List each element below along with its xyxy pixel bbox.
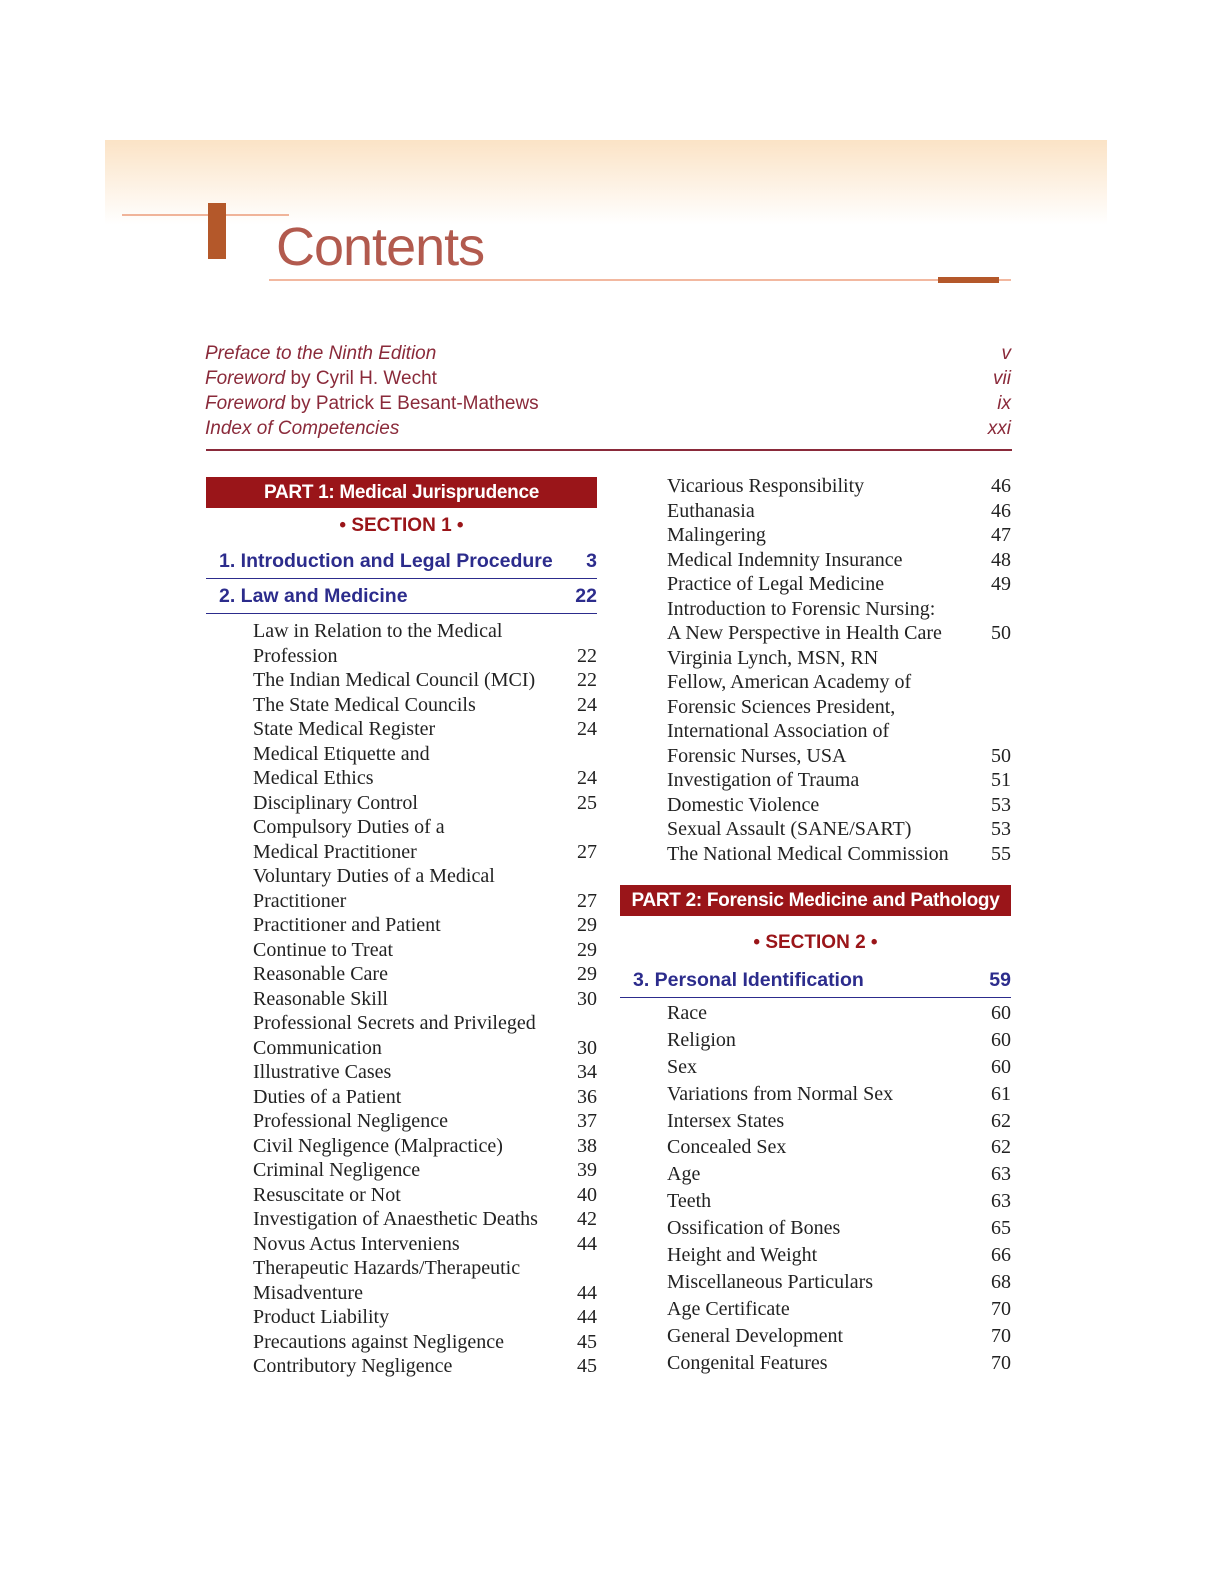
- entry-line: Medical Indemnity Insurance: [667, 548, 903, 571]
- toc-entry: [667, 1242, 1011, 1269]
- page-number: ix: [997, 393, 1011, 414]
- toc-entry: [667, 1108, 1011, 1135]
- entry-title: [253, 1232, 460, 1257]
- toc-entry: [667, 1000, 1011, 1027]
- header-accent-bar: [208, 203, 226, 259]
- entry-line: The National Medical Commission: [667, 842, 949, 865]
- toc-entry: [253, 962, 597, 987]
- page-number: 38: [577, 1134, 597, 1157]
- page-number: 34: [577, 1061, 597, 1083]
- page-number: 51: [991, 769, 1011, 791]
- toc-entry: [253, 913, 597, 938]
- page-number: 44: [577, 1232, 597, 1255]
- entry-title: [253, 1011, 536, 1060]
- page-number: 27: [577, 840, 597, 863]
- toc-entry: [667, 646, 1011, 769]
- toc-entry: [667, 499, 1011, 524]
- toc-entry: [667, 1027, 1011, 1054]
- entry-line: State Medical Register: [253, 718, 436, 740]
- toc-entry: [253, 1305, 597, 1330]
- entry-line: Race: [667, 1002, 707, 1024]
- page-number: 50: [991, 622, 1011, 644]
- entry-line: The Indian Medical Council (MCI): [253, 669, 536, 691]
- toc-entry: [253, 1183, 597, 1208]
- entry-line: Virginia Lynch, MSN, RN: [667, 646, 879, 669]
- entry-line: Precautions against Negligence: [253, 1330, 505, 1353]
- entry-line: Law in Relation to the Medical: [253, 620, 503, 642]
- page-number: 24: [577, 767, 597, 789]
- front-matter-title: [205, 343, 436, 368]
- toc-entry: [253, 717, 597, 742]
- entry-line: Age Certificate: [667, 1297, 790, 1320]
- toc-entry: [667, 842, 1011, 867]
- page-number: 60: [991, 1055, 1011, 1078]
- entry-line: Misadventure: [253, 1281, 363, 1304]
- toc-entry: [253, 1354, 597, 1379]
- entry-line: Professional Negligence: [253, 1110, 448, 1132]
- header-rule-left: [122, 214, 289, 216]
- entry-line: Civil Negligence (Malpractice): [253, 1134, 503, 1157]
- page-number: 44: [577, 1306, 597, 1328]
- entry-title: [667, 548, 902, 573]
- entry-title: [667, 1323, 843, 1350]
- part-2-banner: PART 2: Forensic Medicine and Pathology: [620, 885, 1011, 916]
- toc-entry: [667, 1081, 1011, 1108]
- entry-line: Vicarious Responsibility: [667, 475, 865, 497]
- toc-entry: [253, 1109, 597, 1134]
- entry-line: A New Perspective in Health Care: [667, 622, 942, 644]
- title-part: Preface to the Ninth Edition: [205, 343, 437, 364]
- page-number: 29: [577, 914, 597, 936]
- entry-line: Domestic Violence: [667, 793, 820, 816]
- toc-entry: [253, 1134, 597, 1159]
- entry-title: [667, 646, 911, 769]
- page-number: 63: [991, 1163, 1011, 1186]
- entry-line: Voluntary Duties of a Medical: [253, 865, 495, 887]
- entry-title: [667, 1215, 840, 1242]
- chapter-heading: [206, 579, 597, 614]
- entry-title: [253, 1134, 503, 1159]
- front-matter-title: [205, 418, 399, 443]
- entry-title: [253, 1354, 452, 1379]
- toc-entry: [253, 815, 597, 864]
- page-number: 45: [577, 1330, 597, 1353]
- page-number: 39: [577, 1159, 597, 1181]
- page-number: 65: [991, 1217, 1011, 1240]
- entry-title: [253, 1207, 538, 1232]
- page-number: 30: [577, 987, 597, 1010]
- entry-title: [253, 791, 418, 816]
- entry-title: [253, 1305, 389, 1330]
- toc-entry: [667, 1296, 1011, 1323]
- page-number: 44: [577, 1281, 597, 1304]
- page-number: 63: [991, 1190, 1011, 1213]
- entry-line: International Association of: [667, 720, 890, 742]
- entry-title: [667, 1296, 790, 1323]
- section-1-heading: • SECTION 1 •: [339, 515, 464, 536]
- page-number: 50: [991, 744, 1011, 767]
- toc-entry: [253, 619, 597, 668]
- entry-line: Medical Practitioner: [253, 840, 417, 863]
- toc-entry: [253, 1011, 597, 1060]
- page-number: 30: [577, 1036, 597, 1059]
- chapter-title: 3. Personal Identification: [633, 969, 864, 991]
- entry-title: [667, 1108, 784, 1135]
- chapter-heading: [620, 963, 1011, 998]
- page-number: 60: [991, 1002, 1011, 1024]
- toc-entry: [253, 987, 597, 1012]
- page-number: 55: [991, 842, 1011, 865]
- page-number: 29: [577, 963, 597, 985]
- section-2-heading: • SECTION 2 •: [753, 932, 878, 953]
- page-number: 68: [991, 1270, 1011, 1293]
- front-matter-title: [205, 393, 539, 418]
- toc-entry: [667, 768, 1011, 793]
- toc-entry: [667, 1188, 1011, 1215]
- toc-entry: [667, 474, 1011, 499]
- entry-line: Medical Ethics: [253, 767, 374, 789]
- entry-line: Reasonable Care: [253, 963, 388, 985]
- page-number: xxi: [987, 418, 1011, 439]
- page-number: vii: [993, 368, 1011, 389]
- page-number: 70: [991, 1324, 1011, 1347]
- entry-line: Religion: [667, 1028, 736, 1051]
- entry-title: [667, 768, 859, 793]
- page-number: 61: [991, 1082, 1011, 1105]
- toc-entry: [667, 793, 1011, 818]
- toc-entry: [667, 523, 1011, 548]
- front-matter-item: [205, 393, 1011, 418]
- entry-title: [253, 1085, 401, 1110]
- entry-title: [253, 717, 435, 742]
- page-number: 27: [577, 889, 597, 912]
- entry-title: [667, 597, 942, 646]
- page-number: 24: [577, 693, 597, 716]
- page-number: 22: [577, 669, 597, 691]
- entry-title: [253, 1158, 420, 1183]
- entry-title: [667, 1161, 700, 1188]
- entry-line: Compulsory Duties of a: [253, 816, 445, 838]
- entry-title: [667, 793, 819, 818]
- entry-line: Investigation of Anaesthetic Deaths: [253, 1208, 538, 1230]
- page-number: 42: [577, 1208, 597, 1230]
- entry-title: [667, 842, 949, 867]
- entry-line: Variations from Normal Sex: [667, 1082, 894, 1105]
- entry-line: Height and Weight: [667, 1244, 818, 1267]
- entry-line: Forensic Sciences President,: [667, 695, 896, 718]
- entry-line: Continue to Treat: [253, 938, 394, 961]
- entry-line: Introduction to Forensic Nursing:: [667, 597, 936, 620]
- toc-entry: [253, 864, 597, 913]
- toc-entry: [253, 938, 597, 963]
- title-part: by Patrick E Besant-Mathews: [285, 393, 539, 414]
- entry-title: [253, 987, 388, 1012]
- chapter-heading: [206, 544, 597, 579]
- entry-title: [667, 523, 766, 548]
- page-number: 66: [991, 1244, 1011, 1267]
- toc-entry: [253, 1158, 597, 1183]
- entry-line: Practitioner and Patient: [253, 914, 441, 936]
- toc-entry: [667, 1161, 1011, 1188]
- entry-title: [667, 1269, 873, 1296]
- entry-line: Illustrative Cases: [253, 1061, 392, 1083]
- title-part: Foreword: [205, 368, 286, 389]
- front-matter-title: [205, 368, 437, 393]
- toc-entry: [667, 1269, 1011, 1296]
- entry-line: Therapeutic Hazards/Therapeutic: [253, 1257, 521, 1279]
- toc-entry: [253, 791, 597, 816]
- entry-line: Reasonable Skill: [253, 987, 388, 1010]
- entry-line: Contributory Negligence: [253, 1355, 453, 1377]
- page-number: 29: [577, 938, 597, 961]
- entry-line: Communication: [253, 1036, 382, 1059]
- page-number: 47: [991, 524, 1011, 546]
- page-title: Contents: [276, 217, 485, 277]
- entry-line: General Development: [667, 1324, 844, 1347]
- front-matter-item: [205, 368, 1011, 393]
- toc-entry: [253, 1207, 597, 1232]
- page-number: 48: [991, 548, 1011, 571]
- part-1-banner: PART 1: Medical Jurisprudence: [206, 477, 597, 508]
- toc-entry: [667, 817, 1011, 842]
- entry-line: Concealed Sex: [667, 1136, 787, 1159]
- page-number: 62: [991, 1136, 1011, 1159]
- entry-line: Sexual Assault (SANE/SART): [667, 818, 912, 840]
- header-band: [105, 140, 1107, 225]
- entry-title: [253, 815, 445, 864]
- entry-title: [667, 1027, 736, 1054]
- page-number: 70: [991, 1351, 1011, 1374]
- entry-title: [253, 1109, 448, 1134]
- entry-line: Age: [667, 1163, 701, 1186]
- chapter-title: 1. Introduction and Legal Procedure: [219, 550, 553, 572]
- title-part: by Cyril H. Wecht: [285, 368, 437, 389]
- toc-entry: [253, 1256, 597, 1305]
- entry-line: Resuscitate or Not: [253, 1183, 401, 1206]
- toc-entry: [667, 1215, 1011, 1242]
- toc-entry: [667, 1054, 1011, 1081]
- entry-line: Investigation of Trauma: [667, 769, 860, 791]
- page-number: 70: [991, 1297, 1011, 1320]
- entry-line: Sex: [667, 1055, 697, 1078]
- page-number: v: [1001, 343, 1011, 364]
- chapter-page: 3: [586, 550, 597, 572]
- entry-title: [253, 1183, 401, 1208]
- page-number: 49: [991, 573, 1011, 595]
- entry-line: Euthanasia: [667, 499, 755, 522]
- entry-line: Malingering: [667, 524, 766, 546]
- toc-entry: [253, 668, 597, 693]
- entry-line: Forensic Nurses, USA: [667, 744, 847, 767]
- entry-title: [667, 499, 755, 524]
- entry-title: [667, 1242, 817, 1269]
- entry-line: Medical Etiquette and: [253, 742, 430, 765]
- entry-title: [667, 817, 911, 842]
- entry-line: Intersex States: [667, 1109, 785, 1132]
- page-number: 40: [577, 1183, 597, 1206]
- entry-title: [667, 1350, 828, 1377]
- entry-title: [667, 474, 864, 499]
- entry-title: [667, 1134, 786, 1161]
- page-number: 62: [991, 1109, 1011, 1132]
- page-number: 45: [577, 1355, 597, 1377]
- entry-title: [253, 962, 388, 987]
- chapter-title: 2. Law and Medicine: [219, 585, 408, 607]
- chapter-page: 59: [989, 969, 1011, 991]
- entry-title: [667, 1054, 697, 1081]
- title-underline-accent: [938, 277, 999, 283]
- entry-title: [667, 1000, 707, 1027]
- page-number: 46: [991, 475, 1011, 497]
- toc-entry: [667, 1134, 1011, 1161]
- right-column: [620, 474, 1011, 1376]
- toc-entry: [253, 742, 597, 791]
- entry-title: [667, 572, 884, 597]
- entry-title: [253, 1330, 504, 1355]
- toc-entry: [667, 1323, 1011, 1350]
- entry-line: Disciplinary Control: [253, 791, 418, 814]
- page-number: 46: [991, 499, 1011, 522]
- front-matter-rule: [206, 449, 1012, 451]
- entry-title: [253, 913, 441, 938]
- entry-line: The State Medical Councils: [253, 693, 476, 716]
- toc-entry: [253, 1085, 597, 1110]
- title-part: Foreword: [205, 393, 286, 414]
- entry-line: Professional Secrets and Privileged: [253, 1012, 536, 1034]
- entry-line: Criminal Negligence: [253, 1159, 421, 1181]
- entry-line: Teeth: [667, 1190, 712, 1213]
- front-matter-list: [205, 343, 1011, 443]
- toc-entry: [667, 597, 1011, 646]
- toc-entry: [667, 572, 1011, 597]
- page-number: 36: [577, 1085, 597, 1108]
- entry-line: Congenital Features: [667, 1351, 828, 1374]
- left-column: [206, 477, 597, 1379]
- entry-title: [667, 1188, 711, 1215]
- chapter-page: 22: [575, 585, 597, 607]
- toc-entry: [253, 1060, 597, 1085]
- toc-entry: [667, 1350, 1011, 1377]
- entry-title: [253, 619, 502, 668]
- toc-entry: [667, 548, 1011, 573]
- entry-title: [253, 1060, 391, 1085]
- toc-entry: [253, 1330, 597, 1355]
- entry-line: Miscellaneous Particulars: [667, 1270, 874, 1293]
- entry-line: Practitioner: [253, 889, 347, 912]
- entry-title: [253, 938, 393, 963]
- page-number: 25: [577, 791, 597, 814]
- entry-line: Duties of a Patient: [253, 1085, 402, 1108]
- page-number: 22: [577, 644, 597, 667]
- entry-line: Practice of Legal Medicine: [667, 573, 885, 595]
- page-number: 60: [991, 1028, 1011, 1051]
- title-part: Index of Competencies: [205, 418, 400, 439]
- entry-title: [253, 668, 535, 693]
- entry-title: [253, 864, 495, 913]
- entry-line: Novus Actus Interveniens: [253, 1232, 460, 1255]
- entry-line: Product Liability: [253, 1306, 390, 1328]
- entry-line: Fellow, American Academy of: [667, 671, 912, 693]
- entry-title: [667, 1081, 893, 1108]
- page-number: 53: [991, 818, 1011, 840]
- entry-title: [253, 742, 430, 791]
- page-number: 53: [991, 793, 1011, 816]
- entry-title: [253, 1256, 520, 1305]
- front-matter-item: [205, 343, 1011, 368]
- front-matter-item: [205, 418, 1011, 443]
- entry-line: Ossification of Bones: [667, 1217, 841, 1240]
- entry-line: Profession: [253, 644, 338, 667]
- toc-entry: [253, 1232, 597, 1257]
- title-underline: [269, 279, 1011, 281]
- page-number: 24: [577, 718, 597, 740]
- toc-entry: [253, 693, 597, 718]
- entry-title: [253, 693, 476, 718]
- page-number: 37: [577, 1110, 597, 1132]
